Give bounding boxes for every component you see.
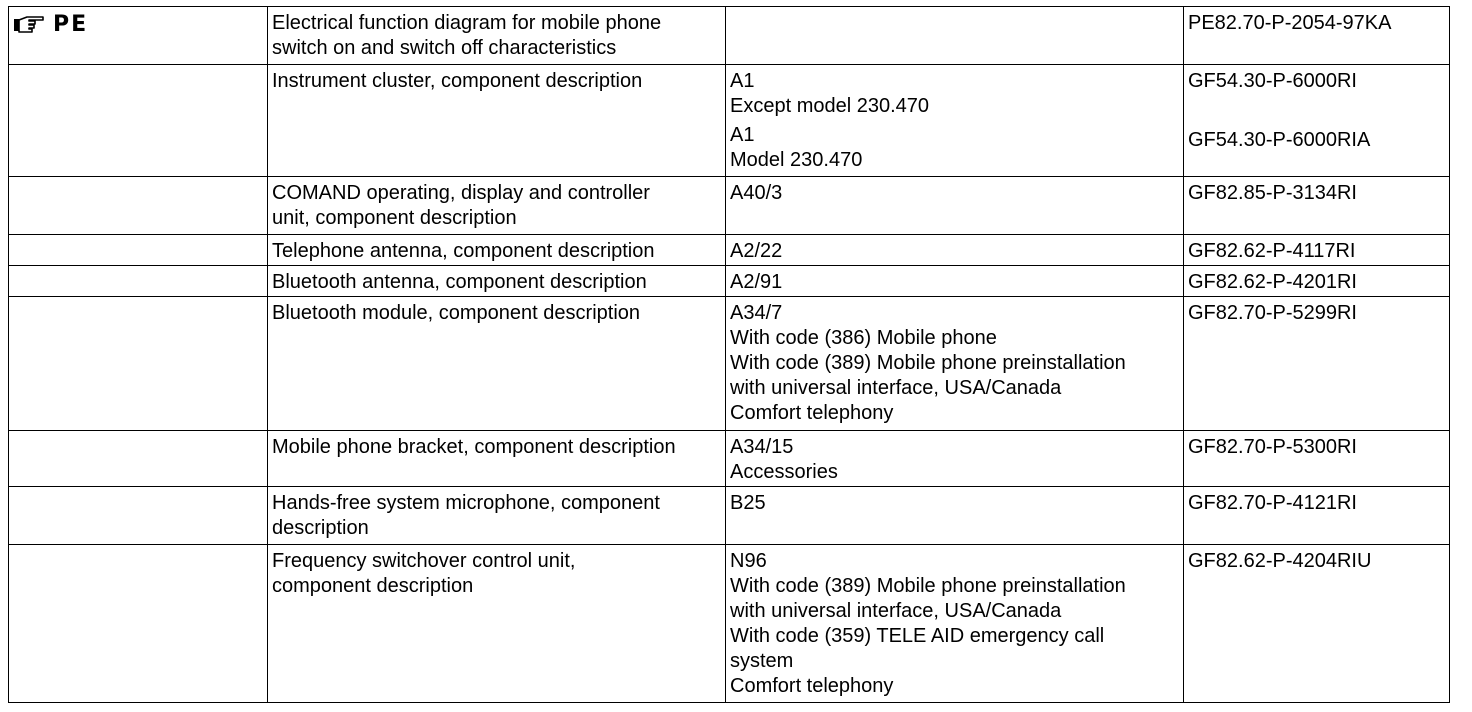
pe-marker [13,11,263,37]
doc-reference: GF82.85-P-3134RI [1188,182,1357,204]
title-cell [268,7,726,65]
component-note: With code (359) TELE AID emergency call [730,625,1105,647]
row-title: Hands-free system microphone, component [272,492,660,514]
doc-reference: GF82.70-P-4121RI [1188,492,1357,514]
row-title: Electrical function diagram for mobile phone [272,12,662,34]
title-cell [268,177,726,235]
marker-cell [9,487,268,545]
doc-cell [1184,431,1450,487]
doc-reference: GF82.70-P-5299RI [1188,302,1357,324]
component-note: With code (389) Mobile phone preinstallation [730,575,1126,597]
title-cell [268,297,726,431]
doc-cell [1184,297,1450,431]
table-row [9,65,1450,177]
row-title: Bluetooth module, component description [272,302,641,324]
component-code: N96 [730,550,767,572]
component-code: A34/7 [730,302,783,324]
component-code: B25 [730,492,766,514]
doc-cell [1184,266,1450,297]
pe-label: PE [53,11,89,37]
component-code: A2/22 [730,240,783,262]
title-cell [268,487,726,545]
table-row [9,545,1450,703]
code-cell [726,297,1184,431]
marker-cell [9,65,268,177]
doc-cell [1184,487,1450,545]
row-title: Frequency switchover control unit, [272,550,576,572]
table-row [9,297,1450,431]
title-cell [268,266,726,297]
title-cell [268,235,726,266]
table-row [9,431,1450,487]
row-title: Mobile phone bracket, component description [272,436,676,458]
title-cell [268,545,726,703]
doc-reference: GF54.30-P-6000RI [1188,70,1357,92]
component-note: Comfort telephony [730,402,894,424]
reference-table [8,6,1450,703]
code-cell [726,235,1184,266]
row-title: unit, component description [272,207,517,229]
component-code: A34/15 [730,436,794,458]
row-title: switch on and switch off characteristics [272,37,617,59]
table-row [9,266,1450,297]
doc-cell [1184,65,1450,177]
component-note: Accessories [730,461,838,483]
code-cell [726,177,1184,235]
code-cell [726,545,1184,703]
marker-cell [9,431,268,487]
code-cell [726,431,1184,487]
pointing-hand-icon [13,14,45,34]
component-note: Model 230.470 [730,149,863,171]
component-note: With code (386) Mobile phone [730,327,997,349]
doc-reference: GF54.30-P-6000RIA [1188,129,1371,151]
component-note: with universal interface, USA/Canada [730,377,1062,399]
row-title: COMAND operating, display and controller [272,182,650,204]
doc-reference: GF82.62-P-4117RI [1188,240,1356,262]
component-code: A2/91 [730,271,783,293]
component-note: with universal interface, USA/Canada [730,600,1062,622]
doc-reference: GF82.62-P-4204RIU [1188,550,1372,572]
component-note: Except model 230.470 [730,95,930,117]
title-cell [268,431,726,487]
row-title: component description [272,575,474,597]
row-title: description [272,517,369,539]
component-note: With code (389) Mobile phone preinstallation [730,352,1126,374]
component-code: A1 [730,124,755,146]
table-row [9,487,1450,545]
marker-cell [9,297,268,431]
code-cell [726,65,1184,177]
component-note: system [730,650,794,672]
table-row [9,177,1450,235]
title-cell [268,65,726,177]
row-title: Telephone antenna, component description [272,240,655,262]
doc-cell [1184,235,1450,266]
marker-cell [9,266,268,297]
doc-cell [1184,545,1450,703]
component-code: A40/3 [730,182,783,204]
component-note: Comfort telephony [730,675,894,697]
marker-cell [9,235,268,266]
doc-reference: PE82.70-P-2054-97KA [1188,12,1392,34]
code-cell [726,266,1184,297]
doc-cell [1184,7,1450,65]
doc-reference: GF82.62-P-4201RI [1188,271,1357,293]
table-row [9,7,1450,65]
table-row [9,235,1450,266]
row-title: Bluetooth antenna, component description [272,271,647,293]
code-cell [726,487,1184,545]
marker-cell [9,545,268,703]
code-cell [726,7,1184,65]
doc-reference: GF82.70-P-5300RI [1188,436,1357,458]
doc-cell [1184,177,1450,235]
row-title: Instrument cluster, component description [272,70,643,92]
marker-cell [9,177,268,235]
component-code: A1 [730,70,755,92]
marker-cell [9,7,268,65]
